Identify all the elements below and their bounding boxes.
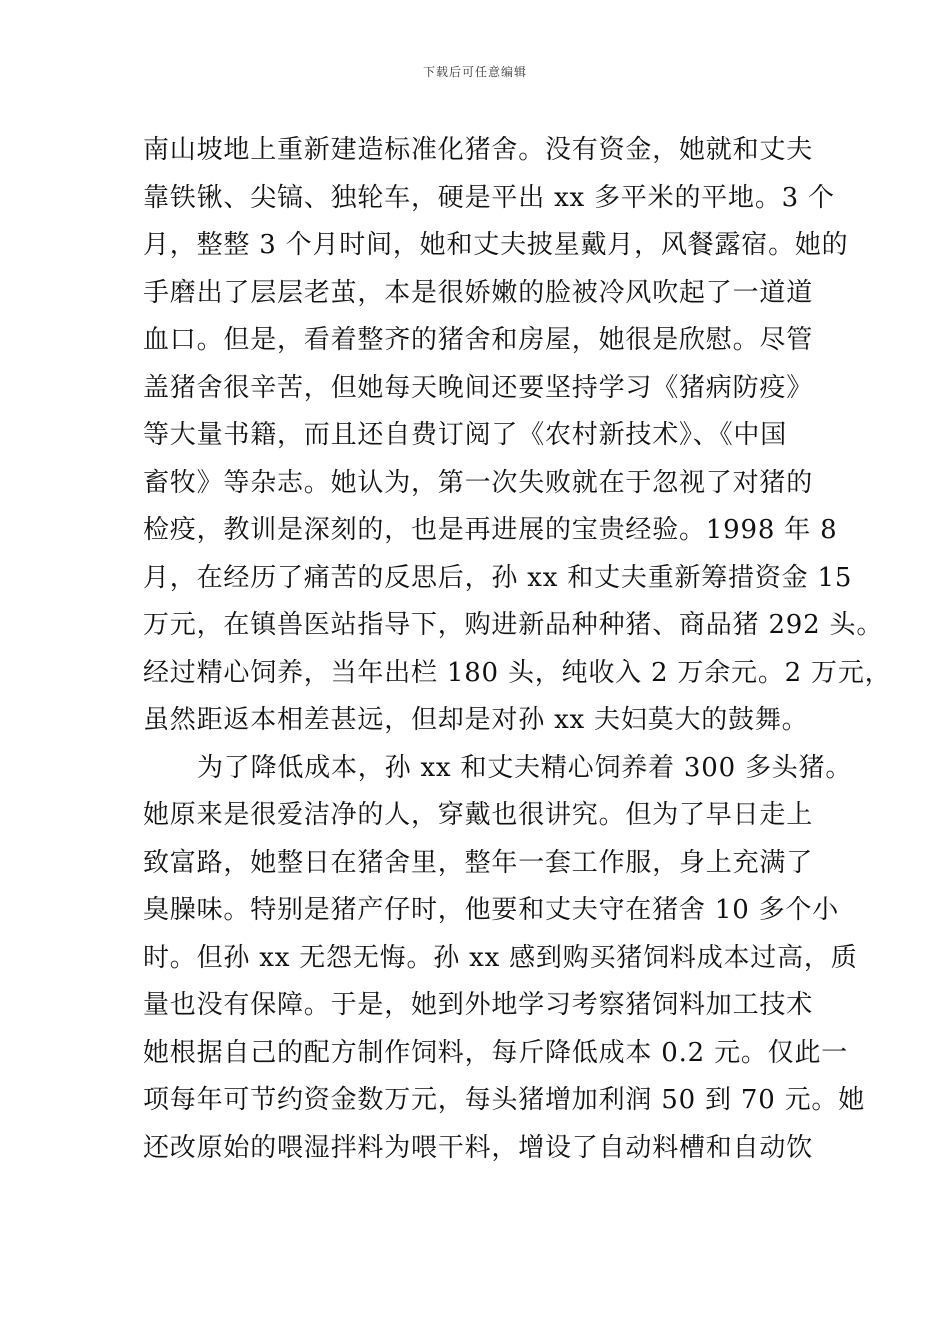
text-line: 月，整整 3 个月时间，她和丈夫披星戴月，风餐露宿。她的 bbox=[143, 230, 849, 260]
text-line: 她原来是很爱洁净的人，穿戴也很讲究。但为了早日走上 bbox=[143, 800, 814, 830]
text-line: 检疫，教训是深刻的，也是再进展的宝贵经验。1998 年 8 bbox=[143, 515, 838, 545]
text-line: 还改原始的喂湿拌料为喂干料，增设了自动料槽和自动饮 bbox=[143, 1132, 814, 1163]
text-line: 南山坡地上重新建造标准化猪舍。没有资金，她就和丈夫 bbox=[143, 135, 814, 165]
paragraph-2 bbox=[143, 745, 866, 1173]
text-line: 盖猪舍很辛苦，但她每天晚间还要坚持学习《猪病防疫》 bbox=[143, 372, 814, 403]
text-line: 等大量书籍，而且还自费订阅了《农村新技术》、《中国 bbox=[143, 420, 788, 450]
text-line: 她根据自己的配方制作饲料，每斤降低成本 0.2 元。仅此一 bbox=[143, 1037, 849, 1068]
text-line: 靠铁锹、尖镐、独轮车，硬是平出 xx 多平米的平地。3 个 bbox=[143, 182, 835, 213]
text-line: 月，在经历了痛苦的反思后，孙 xx 和丈夫重新筹措资金 15 bbox=[143, 562, 853, 593]
text-line: 经过精心饲养，当年出栏 180 头，纯收入 2 万余元。2 万元， bbox=[143, 657, 892, 688]
text-line: 项每年可节约资金数万元，每头猪增加利润 50 到 70 元。她 bbox=[143, 1085, 866, 1115]
text-line: 为了降低成本，孙 xx 和丈夫精心饲养着 300 多头猪。 bbox=[197, 752, 853, 783]
document-body bbox=[143, 127, 892, 1172]
text-line: 臭臊味。特别是猪产仔时，他要和丈夫守在猪舍 10 多个小 bbox=[143, 895, 840, 925]
paragraph-1 bbox=[143, 127, 892, 745]
text-line: 虽然距返本相差甚远，但却是对孙 xx 夫妇莫大的鼓舞。 bbox=[143, 705, 809, 735]
text-line: 致富路，她整日在猪舍里，整年一套工作服，身上充满了 bbox=[143, 847, 814, 878]
text-line: 手磨出了层层老茧，本是很娇嫩的脸被冷风吹起了一道道 bbox=[143, 277, 814, 308]
page-header: 下载后可任意编辑 bbox=[422, 65, 527, 79]
text-line: 畜牧》等杂志。她认为，第一次失败就在于忽视了对猪的 bbox=[143, 467, 814, 498]
text-line: 血口。但是，看着整齐的猪舍和房屋，她很是欣慰。尽管 bbox=[143, 325, 814, 355]
text-line: 量也没有保障。于是，她到外地学习考察猪饲料加工技术 bbox=[143, 990, 814, 1020]
text-line: 时。但孙 xx 无怨无悔。孙 xx 感到购买猪饲料成本过高，质 bbox=[143, 942, 858, 973]
text-line: 万元，在镇兽医站指导下，购进新品种种猪、商品猪 292 头。 bbox=[143, 610, 884, 640]
